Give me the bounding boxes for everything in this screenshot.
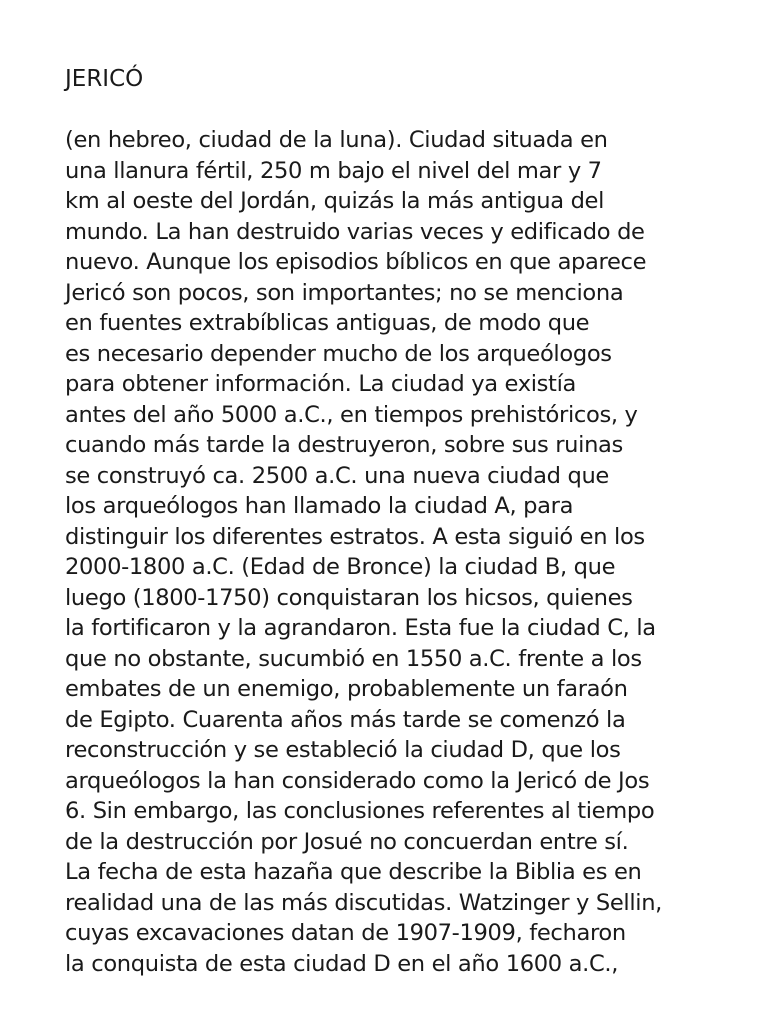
- body-line: La fecha de esta hazaña que describe la Biblia es en: [65, 859, 642, 885]
- body-line: de la destrucción por Josué no concuerdan entre sí.: [65, 828, 629, 855]
- body-line: en fuentes extrabíblicas antiguas, de modo que: [65, 310, 590, 336]
- body-line: la fortificaron y la agrandaron. Esta fue la ciudad C, la: [65, 615, 656, 641]
- body-line: que no obstante, sucumbió en 1550 a.C. frente a los: [65, 645, 642, 672]
- body-line: 6. Sin embargo, las conclusiones referentes al tiempo: [65, 798, 655, 824]
- body-line: nuevo. Aunque los episodios bíblicos en que aparece: [65, 249, 647, 275]
- body-line: una llanura fértil, 250 m bajo el nivel del mar y 7: [65, 157, 602, 184]
- blank-line: [65, 95, 755, 126]
- entry-title: JERICÓ: [65, 66, 144, 92]
- body-line: cuando más tarde la destruyeron, sobre sus ruinas: [65, 432, 623, 458]
- body-line: Jericó son pocos, son importantes; no se menciona: [65, 279, 624, 306]
- body-line: luego (1800-1750) conquistaran los hicsos, quienes: [65, 584, 633, 611]
- body-line: 2000-1800 a.C. (Edad de Bronce) la ciudad B, que: [65, 554, 616, 580]
- body-line: se construyó ca. 2500 a.C. una nueva ciudad que: [65, 462, 609, 489]
- body-line: (en hebreo, ciudad de la luna). Ciudad situada en: [65, 127, 608, 153]
- entry-body: [65, 125, 755, 979]
- body-line: arqueólogos la han considerado como la Jericó de Jos: [65, 767, 650, 794]
- body-line: distinguir los diferentes estratos. A esta siguió en los: [65, 523, 645, 550]
- body-line: cuyas excavaciones datan de 1907-1909, fecharon: [65, 920, 626, 946]
- body-line: km al oeste del Jordán, quizás la más antigua del: [65, 188, 605, 214]
- body-line: para obtener información. La ciudad ya existía: [65, 371, 576, 397]
- body-line: de Egipto. Cuarenta años más tarde se comenzó la: [65, 706, 626, 733]
- body-line: los arqueólogos han llamado la ciudad A, para: [65, 493, 574, 519]
- body-line: antes del año 5000 a.C., en tiempos prehistóricos, y: [65, 401, 638, 428]
- body-line: es necesario depender mucho de los arqueólogos: [65, 340, 612, 367]
- document-page: [65, 64, 755, 979]
- body-line: reconstrucción y se estableció la ciudad D, que los: [65, 737, 621, 763]
- body-line: embates de un enemigo, probablemente un faraón: [65, 676, 628, 702]
- body-line: la conquista de esta ciudad D en el año 1600 a.C.,: [65, 950, 619, 977]
- body-line: realidad una de las más discutidas. Watzinger y Sellin,: [65, 889, 663, 916]
- body-line: mundo. La han destruido varias veces y edificado de: [65, 218, 645, 245]
